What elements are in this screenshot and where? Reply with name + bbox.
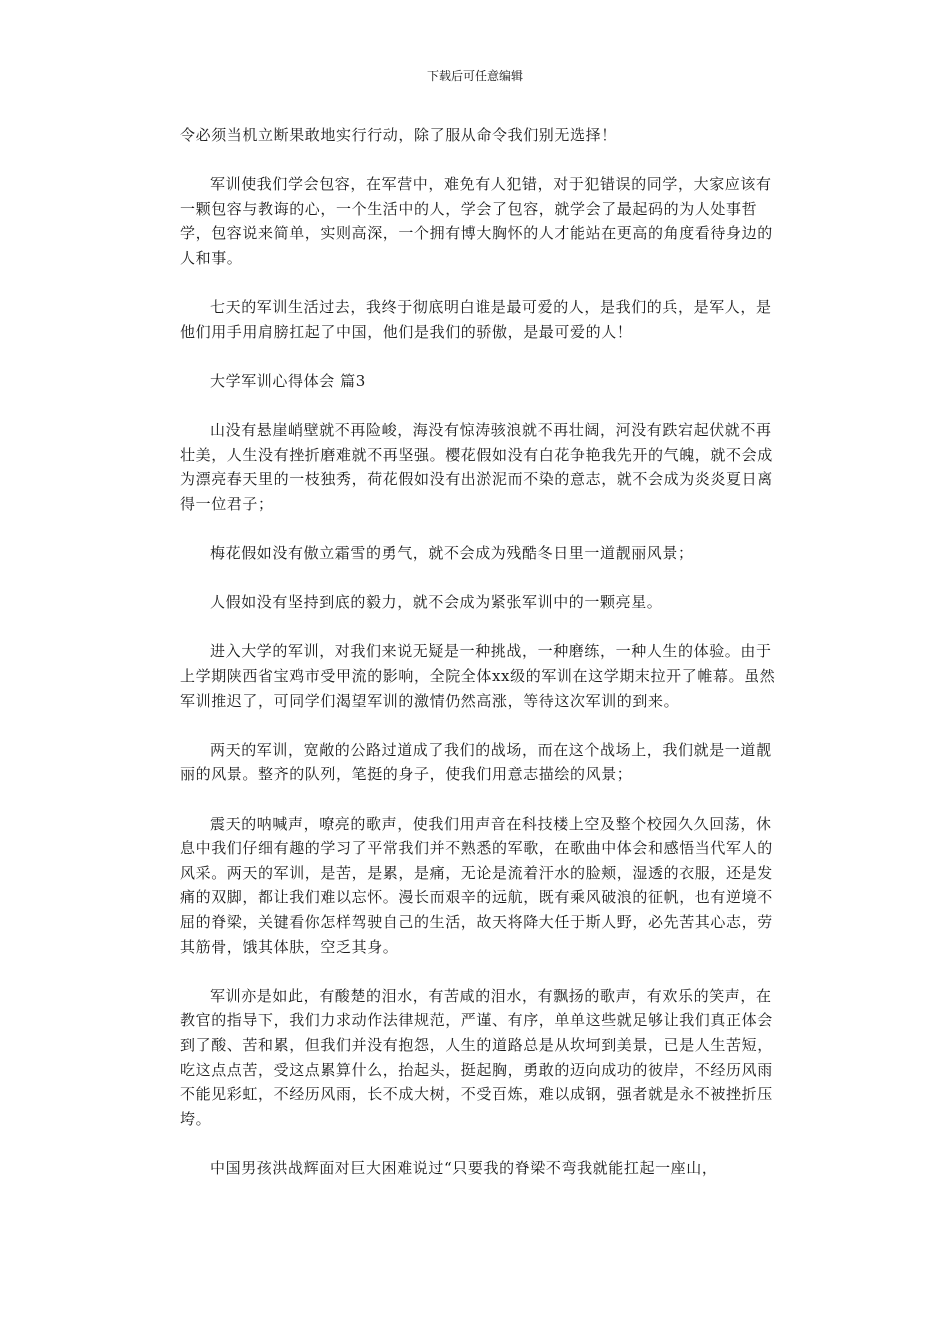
paragraph: 梅花假如没有傲立霜雪的勇气，就不会成为残酷冬日里一道靓丽风景； bbox=[210, 544, 694, 563]
paragraph: 进入大学的军训，对我们来说无疑是一种挑战，一种磨练，一种人生的体验。由于上学期陕西省宝鸡市受甲流的影响，全院全体xx级的军训在这学期末拉开了帷幕。虽然军训推迟了，可同学们渴望军训的激情仍然高涨，等待这次军训的到来。 bbox=[180, 642, 776, 710]
paragraph: 两天的军训，宽敞的公路过道成了我们的战场，而在这个战场上，我们就是一道靓丽的风景。整齐的队列，笔挺的身子，使我们用意志描绘的风景； bbox=[180, 740, 772, 784]
paragraph: 山没有悬崖峭壁就不再险峻，海没有惊涛骇浪就不再壮阔，河没有跌宕起伏就不再壮美，人生没有挫折磨难就不再坚强。樱花假如没有白花争艳我先开的气魄，就不会成为漂亮春天里的一枝独秀，荷花假如没有出淤泥而不染的意志，就不会成为炎炎夏日离得一位君子； bbox=[180, 421, 773, 513]
page-header-note: 下载后可任意编辑 bbox=[426, 69, 523, 83]
paragraph: 军训使我们学会包容，在军营中，难免有人犯错，对于犯错误的同学，大家应该有一颗包容与教诲的心，一个生活中的人，学会了包容，就学会了最起码的为人处事哲学，包容说来简单，实则高深，一个拥有博大胸怀的人才能站在更高的角度看待身边的人和事。 bbox=[180, 175, 773, 267]
section-heading: 大学军训心得体会 篇3 bbox=[210, 371, 366, 390]
document-body bbox=[180, 123, 780, 1205]
paragraph: 七天的军训生活过去，我终于彻底明白谁是最可爱的人，是我们的兵，是军人，是他们用手用肩膀扛起了中国，他们是我们的骄傲，是最可爱的人！ bbox=[180, 298, 772, 341]
paragraph: 军训亦是如此，有酸楚的泪水，有苦咸的泪水，有飘扬的歌声，有欢乐的笑声，在教官的指导下，我们力求动作法律规范，严谨、有序，单单这些就足够让我们真正体会到了酸、苦和累，但我们并没有抱怨，人生的道路总是从坎坷到美景，已是人生苦短，吃这点点苦，受这点累算什么，抬起头，挺起胸，勇敢的迈向成功的彼岸，不经历风雨不能见彩虹，不经历风雨，长不成大树，不受百炼，难以成钢，强者就是永不被挫折压垮。 bbox=[180, 986, 773, 1128]
paragraph: 震天的呐喊声，嘹亮的歌声，使我们用声音在科技楼上空及整个校园久久回荡，休息中我们仔细有趣的学习了平常我们并不熟悉的军歌，在歌曲中体会和感悟当代军人的风采。两天的军训，是苦，是累，是痛，无论是流着汗水的脸颊，湿透的衣服，还是发痛的双脚，都让我们难以忘怀。漫长而艰辛的远航，既有乘风破浪的征帆，也有逆境不屈的脊梁，关键看你怎样驾驶自己的生活，故天将降大任于斯人野，必先苦其心志，劳其筋骨，饿其体肤，空乏其身。 bbox=[180, 814, 773, 956]
paragraph: 令必须当机立断果敢地实行行动，除了服从命令我们别无选择！ bbox=[180, 126, 617, 144]
paragraph: 人假如没有坚持到底的毅力，就不会成为紧张军训中的一颗亮星。 bbox=[210, 593, 663, 612]
paragraph: 中国男孩洪战辉面对巨大困难说过“只要我的脊梁不弯我就能扛起一座山， bbox=[210, 1158, 718, 1177]
